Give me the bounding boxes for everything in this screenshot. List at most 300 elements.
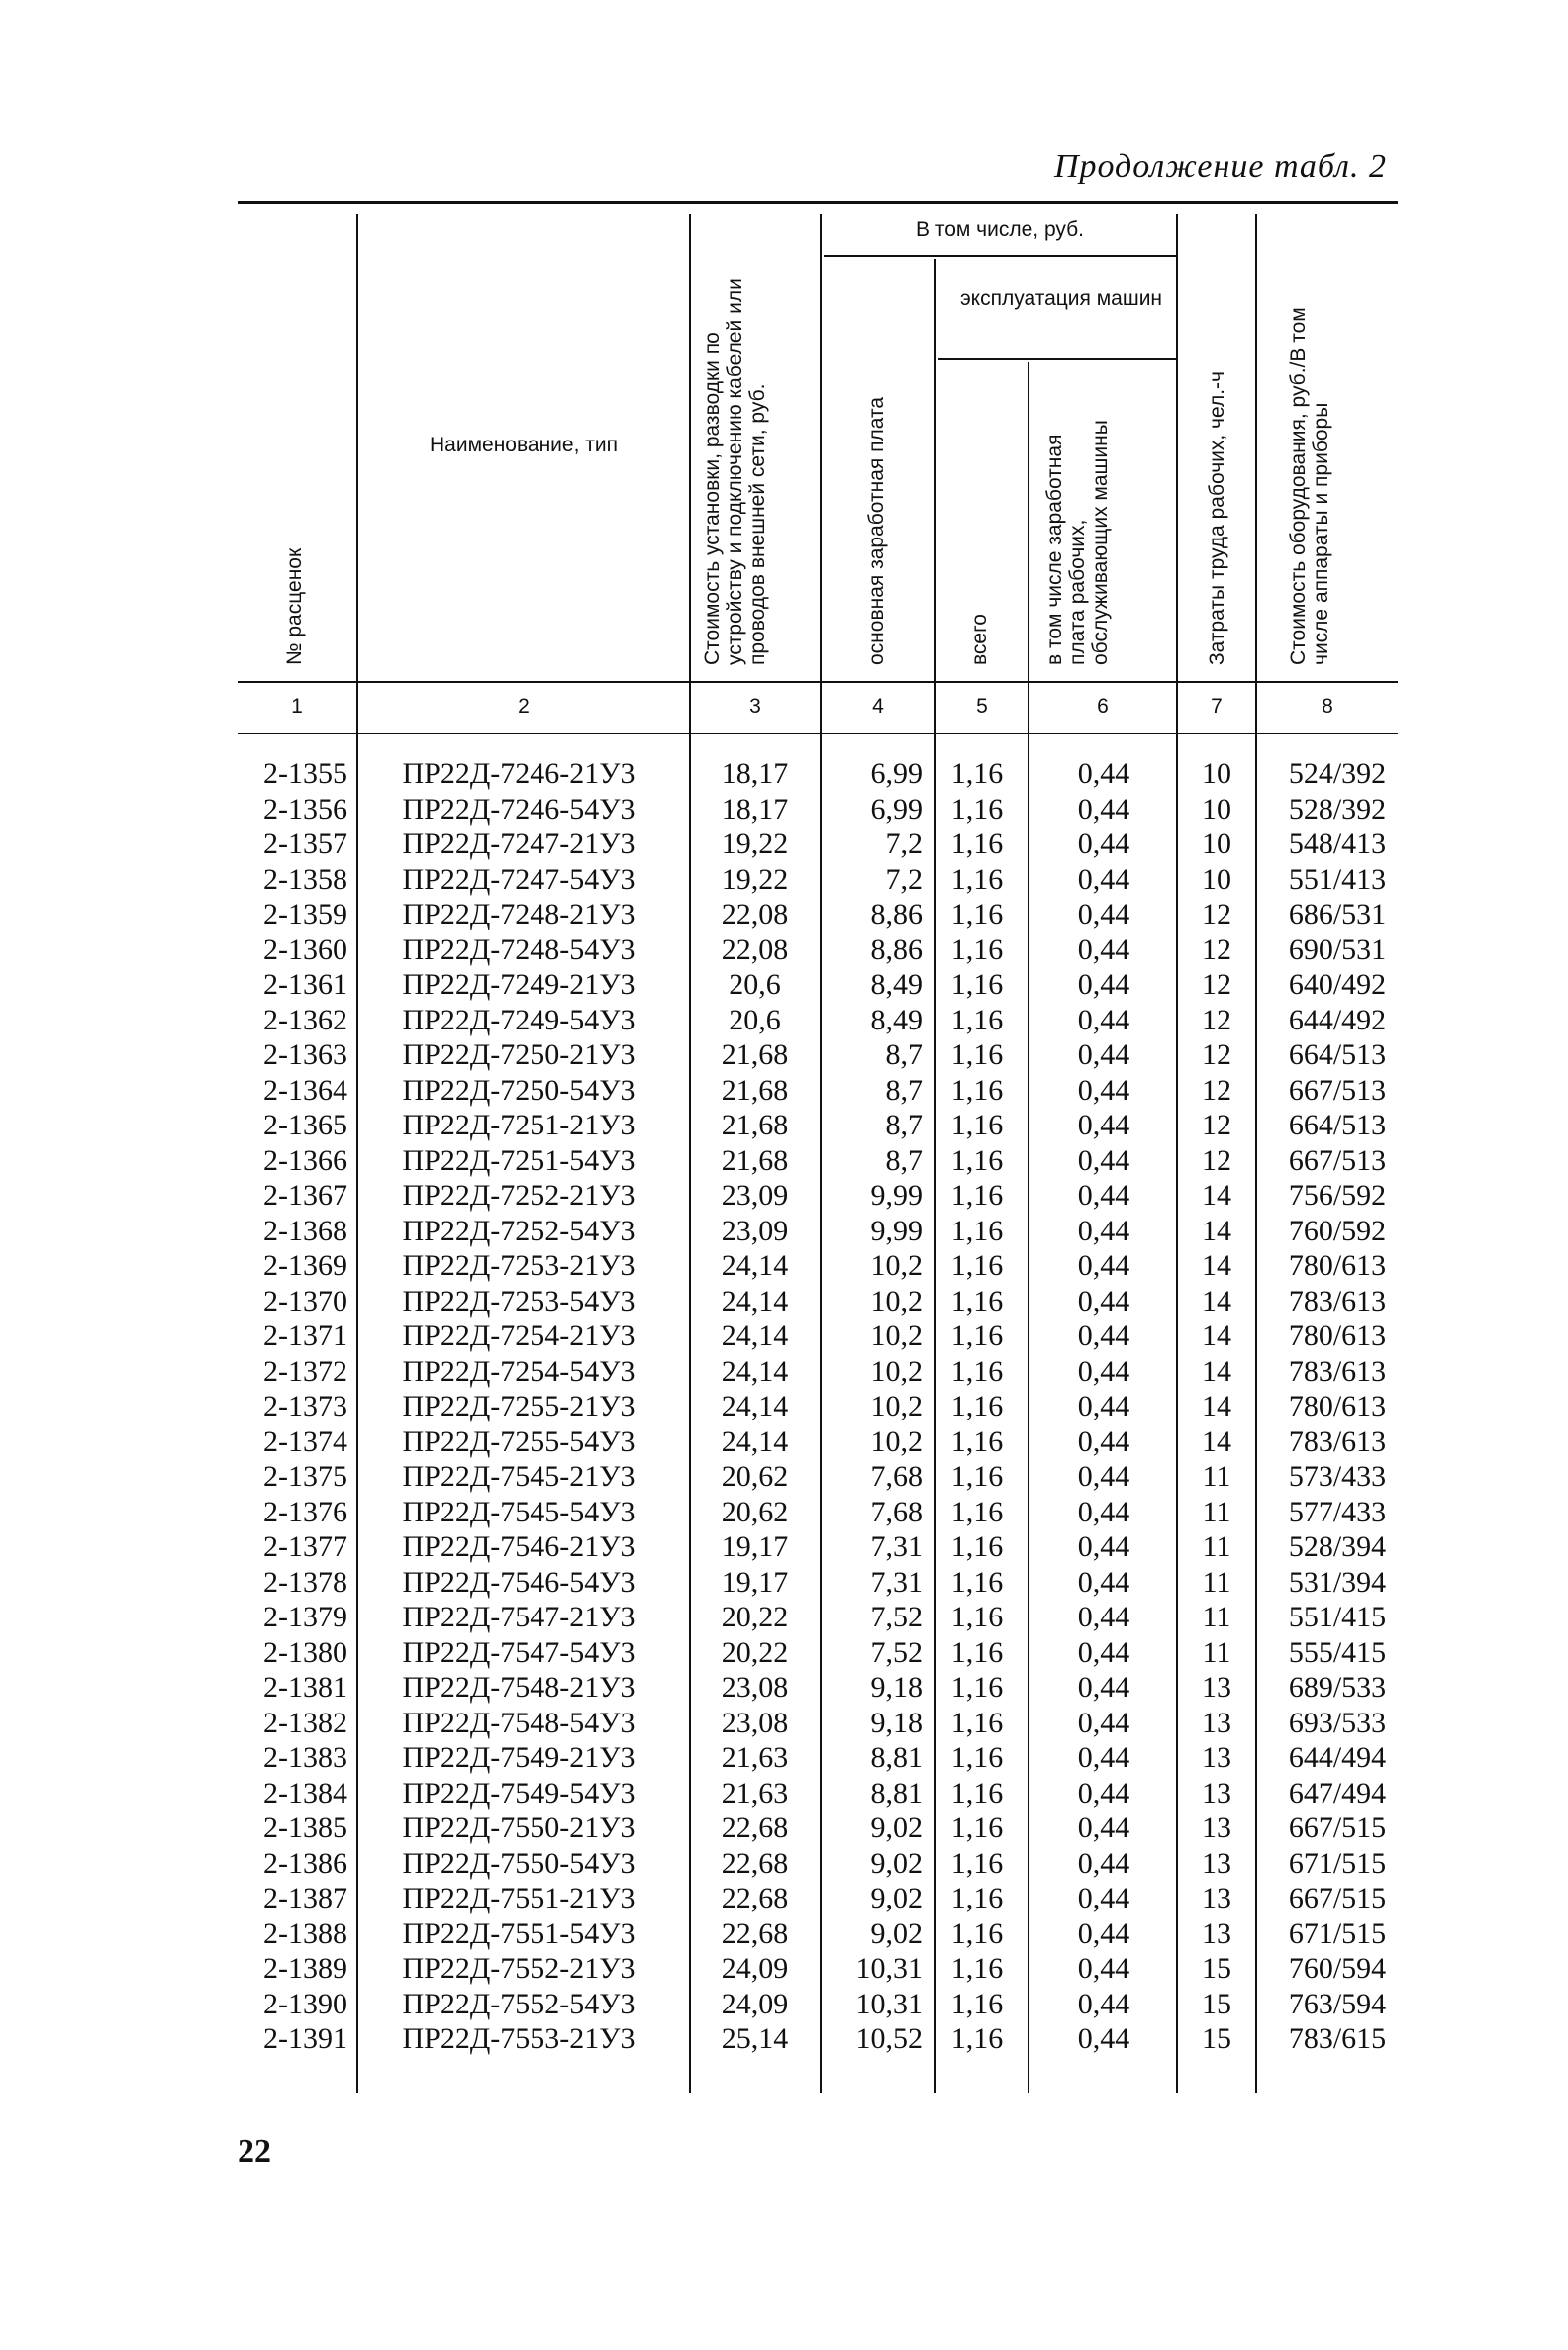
column-number-6: 6	[1097, 695, 1109, 718]
equipment-cost-cell: 667/515	[1288, 1811, 1387, 1844]
labor-hours-cell: 13	[1202, 1671, 1231, 1704]
machine-wage-cell: 0,44	[1077, 932, 1130, 966]
base-wage-cell: 8,7	[885, 1073, 923, 1107]
install-cost-cell: 20,62	[721, 1460, 789, 1493]
base-wage-cell: 10,31	[855, 1952, 923, 1985]
table-row	[0, 1214, 1568, 1249]
install-cost-cell: 24,09	[721, 1952, 789, 1985]
item-name-cell: ПР22Д-7255-21У3	[402, 1390, 636, 1422]
machine-wage-cell: 0,44	[1077, 1179, 1130, 1212]
labor-hours-cell: 12	[1202, 968, 1231, 1001]
machine-wage-cell: 0,44	[1077, 792, 1130, 826]
equipment-cost-cell: 551/413	[1288, 862, 1387, 896]
base-wage-cell: 8,49	[870, 968, 923, 1001]
base-wage-cell: 8,86	[870, 932, 923, 966]
labor-hours-cell: 13	[1202, 1916, 1231, 1950]
header-group-incl: В том числе, руб.	[916, 218, 1084, 241]
install-cost-cell: 24,09	[721, 1987, 789, 2020]
labor-hours-cell: 14	[1202, 1390, 1231, 1422]
table-row	[0, 756, 1568, 792]
table-row	[0, 1881, 1568, 1916]
item-name-cell: ПР22Д-7548-54У3	[402, 1706, 636, 1739]
machine-wage-cell: 0,44	[1077, 1741, 1130, 1774]
machine-total-cell: 1,16	[950, 1671, 1004, 1704]
labor-hours-cell: 12	[1202, 1109, 1231, 1141]
table-row	[0, 1108, 1568, 1143]
base-wage-cell: 10,2	[870, 1424, 923, 1458]
header-col4: основная заработная плата	[865, 396, 888, 665]
equipment-cost-cell: 647/494	[1288, 1776, 1387, 1810]
install-cost-cell: 21,68	[721, 1038, 789, 1071]
machine-total-cell: 1,16	[950, 1952, 1004, 1985]
rate-number-cell: 2-1371	[263, 1320, 347, 1352]
install-cost-cell: 24,14	[721, 1320, 789, 1352]
equipment-cost-cell: 644/494	[1288, 1741, 1387, 1774]
machine-wage-cell: 0,44	[1077, 1143, 1130, 1177]
item-name-cell: ПР22Д-7549-21У3	[402, 1741, 636, 1774]
item-name-cell: ПР22Д-7251-21У3	[402, 1109, 636, 1141]
group-header-rule	[824, 255, 1176, 257]
install-cost-cell: 22,08	[721, 932, 789, 966]
item-name-cell: ПР22Д-7549-54У3	[402, 1776, 636, 1810]
rate-number-cell: 2-1365	[263, 1109, 347, 1141]
header-col8: Стоимость оборудования, руб./В том числе аппараты и приборы	[1287, 307, 1332, 665]
machine-wage-cell: 0,44	[1077, 1003, 1130, 1036]
machine-total-cell: 1,16	[950, 1495, 1004, 1528]
item-name-cell: ПР22Д-7551-21У3	[402, 1882, 636, 1914]
equipment-cost-cell: 783/613	[1288, 1424, 1387, 1458]
table-row	[0, 1951, 1568, 1987]
item-name-cell: ПР22Д-7247-54У3	[402, 862, 636, 896]
labor-hours-cell: 14	[1202, 1320, 1231, 1352]
item-name-cell: ПР22Д-7247-21У3	[402, 828, 636, 860]
labor-hours-cell: 10	[1202, 828, 1231, 860]
equipment-cost-cell: 689/533	[1288, 1671, 1387, 1704]
install-cost-cell: 25,14	[721, 2022, 789, 2055]
equipment-cost-cell: 783/613	[1288, 1354, 1387, 1388]
rate-number-cell: 2-1367	[263, 1179, 347, 1212]
item-name-cell: ПР22Д-7253-21У3	[402, 1249, 636, 1282]
table-row	[0, 1424, 1568, 1460]
rate-number-cell: 2-1356	[263, 792, 347, 826]
equipment-cost-cell: 783/613	[1288, 1284, 1387, 1318]
rate-number-cell: 2-1389	[263, 1952, 347, 1985]
machine-wage-cell: 0,44	[1077, 1109, 1130, 1141]
machine-total-cell: 1,16	[950, 1776, 1004, 1810]
rate-number-cell: 2-1366	[263, 1143, 347, 1177]
equipment-cost-cell: 686/531	[1288, 898, 1387, 930]
rate-number-cell: 2-1386	[263, 1846, 347, 1880]
machine-wage-cell: 0,44	[1077, 1284, 1130, 1318]
base-wage-cell: 8,7	[885, 1109, 923, 1141]
machine-total-cell: 1,16	[950, 862, 1004, 896]
machine-wage-cell: 0,44	[1077, 1601, 1130, 1633]
equipment-cost-cell: 664/513	[1288, 1038, 1387, 1071]
install-cost-cell: 24,14	[721, 1249, 789, 1282]
column-number-2: 2	[518, 695, 530, 718]
labor-hours-cell: 15	[1202, 1952, 1231, 1985]
equipment-cost-cell: 763/594	[1288, 1987, 1387, 2020]
header-machine-group: эксплуатация машин	[959, 287, 1163, 310]
equipment-cost-cell: 760/592	[1288, 1214, 1387, 1247]
rate-number-cell: 2-1375	[263, 1460, 347, 1493]
rate-number-cell: 2-1369	[263, 1249, 347, 1282]
machine-total-cell: 1,16	[950, 1003, 1004, 1036]
table-row	[0, 1670, 1568, 1706]
equipment-cost-cell: 524/392	[1288, 757, 1387, 790]
item-name-cell: ПР22Д-7252-21У3	[402, 1179, 636, 1212]
labor-hours-cell: 14	[1202, 1424, 1231, 1458]
machine-total-cell: 1,16	[950, 1390, 1004, 1422]
item-name-cell: ПР22Д-7254-21У3	[402, 1320, 636, 1352]
labor-hours-cell: 13	[1202, 1741, 1231, 1774]
equipment-cost-cell: 780/613	[1288, 1320, 1387, 1352]
labor-hours-cell: 15	[1202, 1987, 1231, 2020]
item-name-cell: ПР22Д-7248-21У3	[402, 898, 636, 930]
base-wage-cell: 8,49	[870, 1003, 923, 1036]
install-cost-cell: 18,17	[721, 757, 789, 790]
item-name-cell: ПР22Д-7552-21У3	[402, 1952, 636, 1985]
machine-total-cell: 1,16	[950, 1601, 1004, 1633]
rate-number-cell: 2-1374	[263, 1424, 347, 1458]
install-cost-cell: 20,22	[721, 1635, 789, 1669]
labor-hours-cell: 11	[1202, 1460, 1231, 1493]
install-cost-cell: 24,14	[721, 1424, 789, 1458]
machine-total-cell: 1,16	[950, 1811, 1004, 1844]
machine-wage-cell: 0,44	[1077, 828, 1130, 860]
equipment-cost-cell: 528/394	[1288, 1530, 1387, 1563]
table-row	[0, 1354, 1568, 1390]
rate-number-cell: 2-1370	[263, 1284, 347, 1318]
machine-total-cell: 1,16	[950, 792, 1004, 826]
table-row	[0, 1706, 1568, 1741]
machine-wage-cell: 0,44	[1077, 2022, 1130, 2055]
machine-wage-cell: 0,44	[1077, 1354, 1130, 1388]
equipment-cost-cell: 780/613	[1288, 1249, 1387, 1282]
machine-total-cell: 1,16	[950, 2022, 1004, 2055]
column-number-1: 1	[291, 695, 303, 718]
equipment-cost-cell: 555/415	[1288, 1635, 1387, 1669]
machine-total-cell: 1,16	[950, 968, 1004, 1001]
machine-total-cell: 1,16	[950, 828, 1004, 860]
item-name-cell: ПР22Д-7253-54У3	[402, 1284, 636, 1318]
rate-number-cell: 2-1368	[263, 1214, 347, 1247]
install-cost-cell: 22,68	[721, 1916, 789, 1950]
item-name-cell: ПР22Д-7249-21У3	[402, 968, 636, 1001]
machine-wage-cell: 0,44	[1077, 1038, 1130, 1071]
table-row	[0, 2021, 1568, 2057]
rate-number-cell: 2-1381	[263, 1671, 347, 1704]
equipment-cost-cell: 671/515	[1288, 1846, 1387, 1880]
install-cost-cell: 22,68	[721, 1846, 789, 1880]
labor-hours-cell: 10	[1202, 757, 1231, 790]
base-wage-cell: 6,99	[870, 792, 923, 826]
base-wage-cell: 8,81	[870, 1776, 923, 1810]
machine-wage-cell: 0,44	[1077, 1530, 1130, 1563]
labor-hours-cell: 13	[1202, 1882, 1231, 1914]
labor-hours-cell: 12	[1202, 1038, 1231, 1071]
labor-hours-cell: 11	[1202, 1495, 1231, 1528]
table-row	[0, 897, 1568, 932]
labor-hours-cell: 13	[1202, 1811, 1231, 1844]
machine-wage-cell: 0,44	[1077, 1916, 1130, 1950]
machine-wage-cell: 0,44	[1077, 1776, 1130, 1810]
install-cost-cell: 20,22	[721, 1601, 789, 1633]
table-row	[0, 1248, 1568, 1284]
base-wage-cell: 8,81	[870, 1741, 923, 1774]
machine-total-cell: 1,16	[950, 1706, 1004, 1739]
labor-hours-cell: 11	[1202, 1530, 1231, 1563]
machine-total-cell: 1,16	[950, 1109, 1004, 1141]
machine-total-cell: 1,16	[950, 1846, 1004, 1880]
table-row	[0, 1037, 1568, 1073]
base-wage-cell: 7,31	[870, 1565, 923, 1599]
base-wage-cell: 8,7	[885, 1143, 923, 1177]
equipment-cost-cell: 667/513	[1288, 1073, 1387, 1107]
column-numbers-bottom-rule	[238, 733, 1398, 734]
base-wage-cell: 7,2	[885, 828, 923, 860]
column-number-5: 5	[976, 695, 988, 718]
item-name-cell: ПР22Д-7547-21У3	[402, 1601, 636, 1633]
table-row	[0, 1529, 1568, 1565]
header-col1: № расценок	[283, 547, 306, 665]
equipment-cost-cell: 756/592	[1288, 1179, 1387, 1212]
install-cost-cell: 21,68	[721, 1073, 789, 1107]
machine-wage-cell: 0,44	[1077, 1635, 1130, 1669]
machine-wage-cell: 0,44	[1077, 757, 1130, 790]
machine-wage-cell: 0,44	[1077, 1671, 1130, 1704]
machine-wage-cell: 0,44	[1077, 1249, 1130, 1282]
rate-number-cell: 2-1388	[263, 1916, 347, 1950]
item-name-cell: ПР22Д-7552-54У3	[402, 1987, 636, 2020]
item-name-cell: ПР22Д-7545-54У3	[402, 1495, 636, 1528]
rate-number-cell: 2-1383	[263, 1741, 347, 1774]
labor-hours-cell: 11	[1202, 1601, 1231, 1633]
base-wage-cell: 10,2	[870, 1320, 923, 1352]
install-cost-cell: 22,68	[721, 1882, 789, 1914]
base-wage-cell: 7,52	[870, 1601, 923, 1633]
item-name-cell: ПР22Д-7550-21У3	[402, 1811, 636, 1844]
labor-hours-cell: 10	[1202, 792, 1231, 826]
rate-number-cell: 2-1357	[263, 828, 347, 860]
machine-wage-cell: 0,44	[1077, 1952, 1130, 1985]
equipment-cost-cell: 780/613	[1288, 1390, 1387, 1422]
base-wage-cell: 9,99	[870, 1214, 923, 1247]
table-row	[0, 932, 1568, 968]
item-name-cell: ПР22Д-7551-54У3	[402, 1916, 636, 1950]
table-row	[0, 1178, 1568, 1214]
equipment-cost-cell: 548/413	[1288, 828, 1387, 860]
equipment-cost-cell: 690/531	[1288, 932, 1387, 966]
item-name-cell: ПР22Д-7250-21У3	[402, 1038, 636, 1071]
machine-wage-cell: 0,44	[1077, 1320, 1130, 1352]
machine-wage-cell: 0,44	[1077, 1495, 1130, 1528]
equipment-cost-cell: 693/533	[1288, 1706, 1387, 1739]
item-name-cell: ПР22Д-7547-54У3	[402, 1635, 636, 1669]
labor-hours-cell: 14	[1202, 1214, 1231, 1247]
rate-number-cell: 2-1384	[263, 1776, 347, 1810]
labor-hours-cell: 13	[1202, 1846, 1231, 1880]
install-cost-cell: 21,63	[721, 1776, 789, 1810]
labor-hours-cell: 12	[1202, 898, 1231, 930]
table-row	[0, 1073, 1568, 1109]
table-row	[0, 1459, 1568, 1495]
machine-total-cell: 1,16	[950, 1882, 1004, 1914]
table-row	[0, 1740, 1568, 1776]
machine-total-cell: 1,16	[950, 1179, 1004, 1212]
machine-total-cell: 1,16	[950, 898, 1004, 930]
rate-number-cell: 2-1364	[263, 1073, 347, 1107]
rate-number-cell: 2-1355	[263, 757, 347, 790]
rate-number-cell: 2-1391	[263, 2022, 347, 2055]
equipment-cost-cell: 664/513	[1288, 1109, 1387, 1141]
rate-number-cell: 2-1363	[263, 1038, 347, 1071]
install-cost-cell: 21,63	[721, 1741, 789, 1774]
rate-number-cell: 2-1380	[263, 1635, 347, 1669]
install-cost-cell: 24,14	[721, 1354, 789, 1388]
base-wage-cell: 10,2	[870, 1249, 923, 1282]
labor-hours-cell: 14	[1202, 1354, 1231, 1388]
rate-number-cell: 2-1372	[263, 1354, 347, 1388]
table-row	[0, 1319, 1568, 1354]
install-cost-cell: 21,68	[721, 1109, 789, 1141]
item-name-cell: ПР22Д-7546-21У3	[402, 1530, 636, 1563]
table-row	[0, 1565, 1568, 1601]
header-col2: Наименование, тип	[430, 434, 618, 456]
table-row	[0, 1143, 1568, 1179]
machine-wage-cell: 0,44	[1077, 1424, 1130, 1458]
equipment-cost-cell: 760/594	[1288, 1952, 1387, 1985]
machine-wage-cell: 0,44	[1077, 1390, 1130, 1422]
labor-hours-cell: 12	[1202, 1073, 1231, 1107]
install-cost-cell: 19,17	[721, 1530, 789, 1563]
machine-total-cell: 1,16	[950, 1354, 1004, 1388]
machine-wage-cell: 0,44	[1077, 1073, 1130, 1107]
item-name-cell: ПР22Д-7246-54У3	[402, 792, 636, 826]
machine-wage-cell: 0,44	[1077, 1882, 1130, 1914]
machine-total-cell: 1,16	[950, 1143, 1004, 1177]
install-cost-cell: 23,08	[721, 1671, 789, 1704]
equipment-cost-cell: 531/394	[1288, 1565, 1387, 1599]
header-col7: Затраты труда рабочих, чел.-ч	[1206, 371, 1228, 665]
machine-total-cell: 1,16	[950, 1214, 1004, 1247]
page-number: 22	[238, 2133, 271, 2170]
install-cost-cell: 21,68	[721, 1143, 789, 1177]
machine-wage-cell: 0,44	[1077, 862, 1130, 896]
base-wage-cell: 9,02	[870, 1916, 923, 1950]
equipment-cost-cell: 783/615	[1288, 2022, 1387, 2055]
rate-number-cell: 2-1387	[263, 1882, 347, 1914]
base-wage-cell: 9,99	[870, 1179, 923, 1212]
labor-hours-cell: 11	[1202, 1565, 1231, 1599]
machine-total-cell: 1,16	[950, 932, 1004, 966]
table-row	[0, 1916, 1568, 1952]
item-name-cell: ПР22Д-7546-54У3	[402, 1565, 636, 1599]
machine-total-cell: 1,16	[950, 1284, 1004, 1318]
table-row	[0, 1811, 1568, 1846]
item-name-cell: ПР22Д-7246-21У3	[402, 757, 636, 790]
install-cost-cell: 22,68	[721, 1811, 789, 1844]
rate-number-cell: 2-1390	[263, 1987, 347, 2020]
machine-wage-cell: 0,44	[1077, 1811, 1130, 1844]
machine-wage-cell: 0,44	[1077, 1846, 1130, 1880]
column-number-8: 8	[1322, 695, 1333, 718]
equipment-cost-cell: 551/415	[1288, 1601, 1387, 1633]
table-row	[0, 1495, 1568, 1530]
install-cost-cell: 24,14	[721, 1390, 789, 1422]
base-wage-cell: 10,2	[870, 1284, 923, 1318]
labor-hours-cell: 13	[1202, 1706, 1231, 1739]
equipment-cost-cell: 640/492	[1288, 968, 1387, 1001]
machine-wage-cell: 0,44	[1077, 1214, 1130, 1247]
equipment-cost-cell: 667/513	[1288, 1143, 1387, 1177]
install-cost-cell: 22,08	[721, 898, 789, 930]
table-row	[0, 1389, 1568, 1424]
install-cost-cell: 20,62	[721, 1495, 789, 1528]
base-wage-cell: 7,31	[870, 1530, 923, 1563]
labor-hours-cell: 14	[1202, 1249, 1231, 1282]
item-name-cell: ПР22Д-7548-21У3	[402, 1671, 636, 1704]
table-row	[0, 1284, 1568, 1320]
equipment-cost-cell: 671/515	[1288, 1916, 1387, 1950]
rate-number-cell: 2-1377	[263, 1530, 347, 1563]
base-wage-cell: 9,02	[870, 1882, 923, 1914]
machine-total-cell: 1,16	[950, 757, 1004, 790]
base-wage-cell: 7,68	[870, 1460, 923, 1493]
machine-total-cell: 1,16	[950, 1073, 1004, 1107]
labor-hours-cell: 13	[1202, 1776, 1231, 1810]
rate-number-cell: 2-1361	[263, 968, 347, 1001]
labor-hours-cell: 12	[1202, 1143, 1231, 1177]
machine-wage-cell: 0,44	[1077, 1987, 1130, 2020]
table-row	[0, 1635, 1568, 1671]
header-col6: в том числе заработная плата рабочих, обслуживающих машины	[1043, 420, 1112, 665]
machine-total-cell: 1,16	[950, 1530, 1004, 1563]
install-cost-cell: 18,17	[721, 792, 789, 826]
install-cost-cell: 19,22	[721, 862, 789, 896]
install-cost-cell: 23,09	[721, 1179, 789, 1212]
machine-total-cell: 1,16	[950, 1741, 1004, 1774]
machine-total-cell: 1,16	[950, 1424, 1004, 1458]
base-wage-cell: 8,86	[870, 898, 923, 930]
item-name-cell: ПР22Д-7553-21У3	[402, 2022, 636, 2055]
base-wage-cell: 6,99	[870, 757, 923, 790]
equipment-cost-cell: 577/433	[1288, 1495, 1387, 1528]
labor-hours-cell: 10	[1202, 862, 1231, 896]
rate-number-cell: 2-1379	[263, 1601, 347, 1633]
machine-wage-cell: 0,44	[1077, 1565, 1130, 1599]
rate-number-cell: 2-1385	[263, 1811, 347, 1844]
base-wage-cell: 10,31	[855, 1987, 923, 2020]
labor-hours-cell: 12	[1202, 932, 1231, 966]
table-row	[0, 1846, 1568, 1882]
base-wage-cell: 10,52	[855, 2022, 923, 2055]
base-wage-cell: 10,2	[870, 1390, 923, 1422]
item-name-cell: ПР22Д-7550-54У3	[402, 1846, 636, 1880]
machine-total-cell: 1,16	[950, 1460, 1004, 1493]
labor-hours-cell: 11	[1202, 1635, 1231, 1669]
base-wage-cell: 7,52	[870, 1635, 923, 1669]
machine-total-cell: 1,16	[950, 1038, 1004, 1071]
rate-number-cell: 2-1359	[263, 898, 347, 930]
labor-hours-cell: 14	[1202, 1284, 1231, 1318]
machine-wage-cell: 0,44	[1077, 968, 1130, 1001]
rate-number-cell: 2-1373	[263, 1390, 347, 1422]
machine-total-cell: 1,16	[950, 1320, 1004, 1352]
table-row	[0, 1776, 1568, 1811]
rate-number-cell: 2-1382	[263, 1706, 347, 1739]
install-cost-cell: 19,22	[721, 828, 789, 860]
